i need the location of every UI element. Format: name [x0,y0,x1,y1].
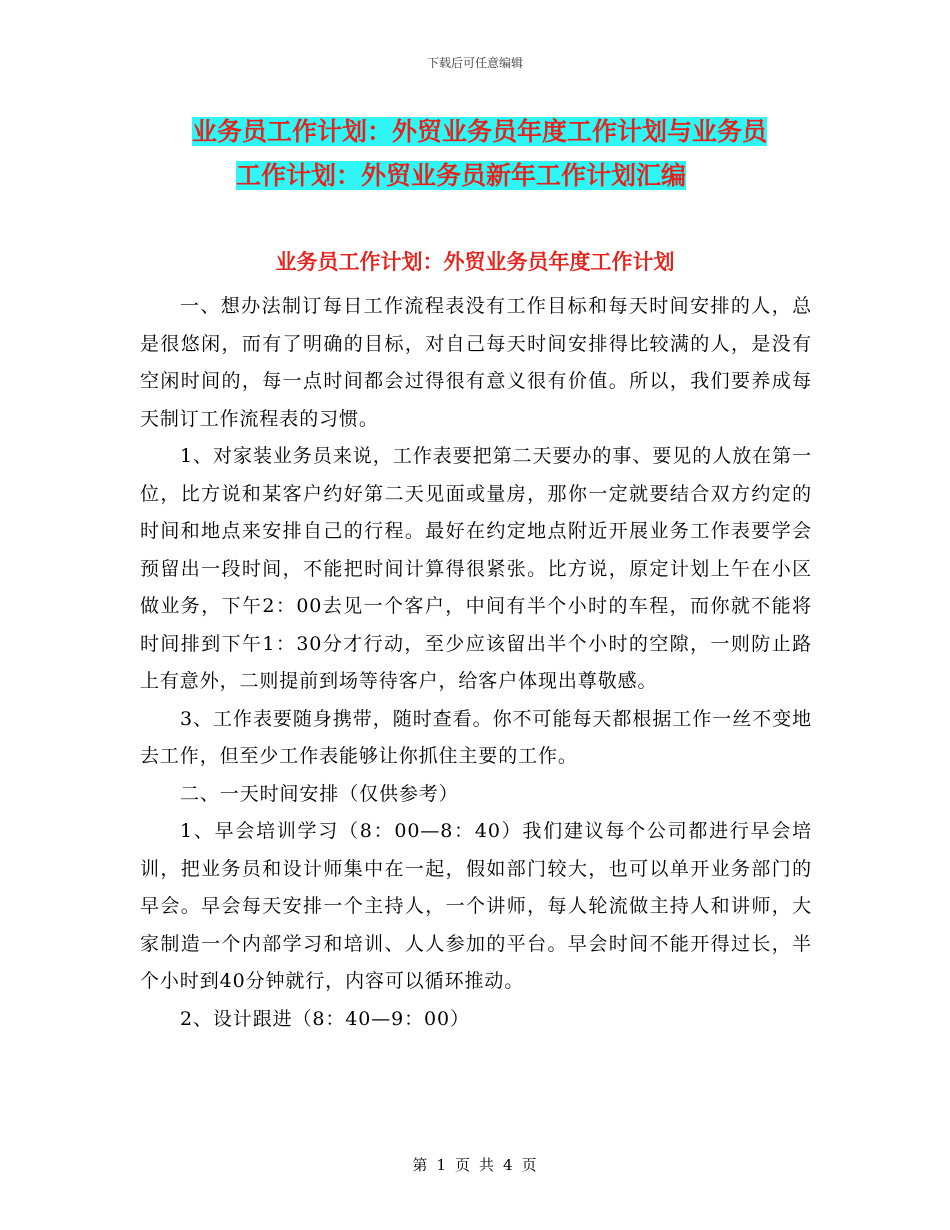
title-line-2-text: 工作计划：外贸业务员新年工作计划汇编 [236,161,687,190]
page-footer [0,1154,950,1175]
document-body [140,288,812,1038]
document-title-line-1 [140,110,820,154]
document-title [140,110,820,198]
footer-label-ye-2: 页 [521,1156,538,1174]
title-line-1-text: 业务员工作计划：外贸业务员年度工作计划与业务员 [192,117,768,146]
section-title: 业务员工作计划：外贸业务员年度工作计划 [275,250,675,274]
footer-label-total: 共 [479,1156,496,1174]
footer-label-page: 第 [412,1156,429,1174]
current-page-number: 1 [436,1156,447,1174]
paragraph: 1、对家装业务员来说，工作表要把第二天要办的事、要见的人放在第一位，比方说和某客户约好第二天见面或量房，那你一定就要结合双方约定的时间和地点来安排自己的行程。最好在约定地点附近开展业务工作表要学会预留出一段时间，不能把时间计算得很紧张。比方说，原定计划上午在小区做业务，下午2：00去见一个客户，中间有半个小时的车程，而你就不能将时间排到下午1：30分才行动，至少应该留出半个小时的空隙，一则防止路上有意外，二则提前到场等待客户，给客户体现出尊敬感。 [140,445,812,692]
paragraph: 二、一天时间安排（仅供参考） [180,782,459,805]
paragraph: 3、工作表要随身携带，随时查看。你不可能每天都根据工作一丝不变地去工作，但至少工作表能够让你抓住主要的工作。 [140,707,812,767]
header-note: 下载后可任意编辑 [426,56,523,70]
document-title-line-2 [140,154,820,198]
total-page-number: 4 [503,1156,514,1174]
paragraph: 1、早会培训学习（8：00—8：40）我们建议每个公司都进行早会培训，把业务员和设计师集中在一起，假如部门较大，也可以单开业务部门的早会。早会每天安排一个主持人，一个讲师，每人轮流做主持人和讲师，大家制造一个内部学习和培训、人人参加的平台。早会时间不能开得过长，半个小时到40分钟就行，内容可以循环推动。 [140,820,812,992]
paragraph: 一、想办法制订每日工作流程表没有工作目标和每天时间安排的人，总是很悠闲，而有了明确的目标，对自己每天时间安排得比较满的人，是没有空闲时间的，每一点时间都会过得很有意义很有价值。所以，我们要养成每天制订工作流程表的习惯。 [140,295,812,430]
footer-label-ye: 页 [454,1156,471,1174]
paragraph: 2、设计跟进（8：40—9：00） [180,1007,470,1030]
